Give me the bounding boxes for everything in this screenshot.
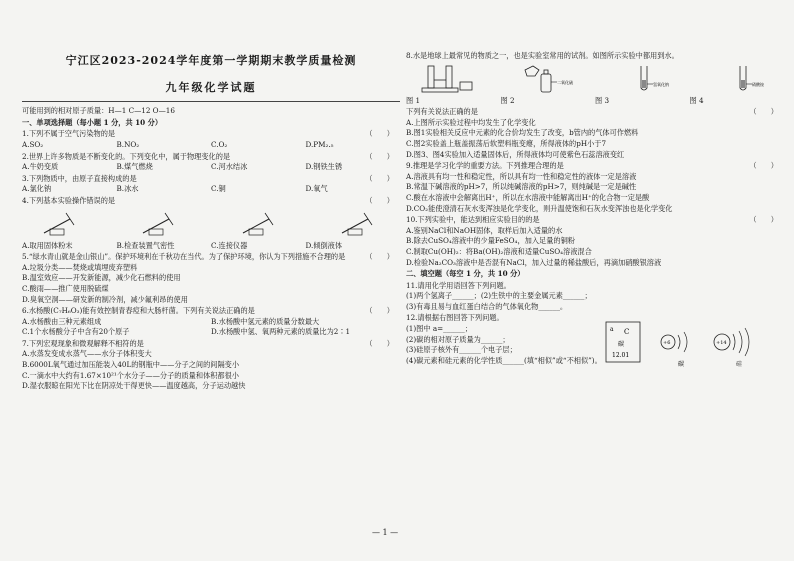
header-divider [22,101,400,102]
answer-options [22,263,400,305]
right-column [406,50,784,369]
option: B.冰水 [116,184,139,194]
option: A.取用固体粉末 [22,240,73,250]
question-text: 4.下列基本实验操作错误的是 [22,195,116,205]
option: A.鉴别NaCl和NaOH固体，取样后加入适量的水 [406,225,563,235]
question-stem [22,306,400,317]
fig3-label: 氢氧化钠 [652,81,669,87]
question-stem [22,252,400,263]
question-text: 2.世界上许多物质是不断变化的。下列变化中，属于物理变化的是 [22,151,231,161]
option: D.倾倒液体 [305,240,343,250]
exam-subtitle: 九年级化学试题 [165,80,257,94]
option: C.制取Cu(OH)₂：将Ba(OH)₂溶液和适量CuSO₄溶液混合 [406,246,592,256]
section-1-heading: 一、单项选择题（每小题 1 分，共 10 分） [22,117,163,127]
test-tube-nh4no3-figure [712,64,776,94]
q8-options [406,118,784,160]
answer-bracket: （ ） [365,151,400,161]
question-stem: 8.水是地球上最常见的物质之一，也是实验室常用的试剂。如图所示实验中都用到水。 [406,51,679,60]
figure-caption: 图 3 [595,95,610,105]
left-question-list [22,129,400,391]
fill-line: (3)有毒且易与血红蛋白结合的气体氧化物______。 [406,301,568,311]
option: A.SO₂ [22,139,44,149]
figure-caption: 图 2 [500,95,515,105]
question-stem [406,161,784,172]
question-stem: 12.请根据右图回答下列问题。 [406,313,504,323]
q12-body [406,324,784,369]
question-stem [22,174,400,185]
answer-bracket: （ ） [365,338,400,348]
spatula-tube-icon [30,209,94,239]
option: C.铜 [211,184,226,194]
option: C.一滴水中大约有1.67×10²¹个水分子——分子的质量和体积都很小 [22,370,239,380]
option: A.上图所示实验过程中均发生了化学变化 [406,117,536,127]
option: C.连接仪器 [211,240,248,250]
airtight-check-icon [129,209,193,239]
question-prompt: 下列有关说法正确的是 [406,107,478,117]
answer-bracket: （ ） [749,107,784,117]
lab-operation-figures [22,209,400,239]
option: D.钢铁生锈 [305,162,343,172]
cell-symbol: C [624,328,630,337]
q12-lines [406,324,606,366]
question-text: 10.下列实验中，能达到相应实验目的的是 [406,215,540,225]
option: B.检查装置气密性 [116,240,175,250]
answer-bracket: （ ） [365,306,400,316]
cell-number: a [610,326,614,334]
figure-caption: 图 1 [406,95,421,105]
fill-line: (1)两个氢离子______；(2)生铁中的主要金属元素______； [406,291,592,301]
option: A.垃圾分类——焚烧或填埋废弃塑料 [22,262,138,272]
question-text: 6.水杨酸(C₇H₆O₃)能有效控制青春痘和大肠杆菌。下列有关说法正确的是 [22,306,255,316]
question-stem [22,339,400,350]
atom1-label: 碳 [678,361,685,369]
option: C.O₂ [211,139,228,149]
q11-lines [406,291,784,312]
answer-bracket: （ ） [365,129,400,139]
answer-options [406,172,784,214]
answer-options [406,226,784,268]
option: B.常温下碱溶液的pH>7，所以纯碱溶液的pH>7，则纯碱是一定是碱性 [406,182,637,192]
option: D.CO₂能使澄清石灰水变浑浊是化学变化，则升温使饱和石灰水变浑浊也是化学变化 [406,203,673,213]
answer-options [22,241,400,252]
fill-line: (1)图中 a=______； [406,324,472,334]
section-2-heading: 二、填空题（每空 1 分，共 10 分） [406,269,525,279]
fig4-label: 硝酸铵 [751,81,764,87]
question-stem [22,129,400,140]
fill-line: (2)碳的相对原子质量为______； [406,334,510,344]
test-tube-naoh-figure [613,64,677,94]
option: D.PM₂.₅ [305,139,334,149]
page-number: — 1 — [372,528,399,537]
fill-line: (3)硅原子核外有______个电子层； [406,345,517,355]
atom2-nucleus: +14 [716,340,727,347]
answer-bracket: （ ） [365,252,400,262]
atom1-nucleus: +6 [663,340,671,347]
figure-caption: 图 4 [689,95,704,105]
option: A.氯化钠 [22,184,52,194]
option: D.检验Na₂CO₃溶液中是否混有NaCl，加入过量的稀盐酸后，再滴加硝酸银溶液 [406,257,662,267]
option: B.除去CuSO₄溶液中的少量FeSO₄，加入足量的铜粉 [406,236,575,246]
right-question-list [406,161,784,268]
periodic-cell-and-atom-diagrams [604,318,784,372]
option: B.煤气燃烧 [116,162,153,172]
answer-options [22,317,400,338]
answer-bracket: （ ） [749,215,784,225]
cell-mass: 12.01 [612,352,630,360]
answer-options [22,349,400,391]
question-stem [22,196,400,207]
question-text: 7.下列宏观现象和微观解释不相符的是 [22,338,144,348]
plastic-bottle-figure [513,64,577,94]
option: C.酸雨——推广使用脱硫煤 [22,283,109,293]
option: B.温室效应——开发新能源，减少化石燃料的使用 [22,273,181,283]
option: C.图2实验盖上瓶盖振荡后软塑料瓶变瘪，所得液体的pH小于7 [406,138,607,148]
answer-options [22,162,400,173]
option: C.酸在水溶液中会解离出H⁺，所以在水溶液中能解离出H⁺的化合物一定是酸 [406,192,650,202]
answer-bracket: （ ） [365,173,400,183]
option: D.氧气 [305,184,328,194]
answer-bracket: （ ） [749,161,784,171]
option: A.牛奶变质 [22,162,59,172]
option: A.水杨酸由三种元素组成 [22,316,102,326]
question-stem [406,215,784,226]
q8-figure-captions [406,96,784,107]
question-text: 1.下列不属于空气污染物的是 [22,129,116,139]
option: D.图3、图4实验加入适量固体后，所得液体均可使紫色石蕊溶液变红 [406,149,625,159]
atom2-label: 硅 [736,361,743,369]
question-text: 3.下列物质中，由原子直接构成的是 [22,173,137,183]
exam-title: 宁江区2023-2024学年度第一学期期末教学质量检测 [65,54,357,67]
question-stem [22,152,400,163]
answer-options [22,184,400,195]
pour-liquid-icon [328,209,392,239]
tube-connect-icon [229,209,293,239]
option: D.水杨酸中氢、氧两种元素的质量比为2∶1 [211,327,351,337]
option: C.河水结冰 [211,162,248,172]
option: B.水杨酸中氢元素的质量分数最大 [211,316,320,326]
atomic-masses: 可能用到的相对原子质量：H—1 C—12 O—16 [22,106,175,116]
question-text: 5.“绿水青山就是金山银山”。保护环境利在千秋功在当代。为了保护环境，你认为下列措施不合理的是 [22,252,346,262]
option: C.1个水杨酸分子中含有20个原子 [22,327,130,337]
option: D.湿衣服晾在阳光下比在阴凉处干得更快——温度越高，分子运动越快 [22,381,246,391]
fill-line: (4)碳元素和硅元素的化学性质______(填“相似”或“不相似”)。 [406,355,602,365]
question-11 [406,281,784,292]
answer-options [22,140,400,151]
option: B.NO₂ [116,139,140,149]
option: D.臭氧空洞——研发新的制冷剂，减少氟利昂的使用 [22,294,188,304]
option: B.图1实验相关反应中元素的化合价均发生了改变，b管内的气体可作燃料 [406,128,639,138]
electrolysis-apparatus-figure [414,64,478,94]
option: A.水蒸发变成水蒸气——水分子体积变大 [22,349,152,359]
fig2-label: 二氧化硫 [557,79,574,85]
question-stem: 11.请用化学用语回答下列问题。 [406,280,511,290]
question-text: 9.推理是学习化学的重要方法。下列推理合理的是 [406,161,564,171]
question-8 [406,51,784,62]
option: A.溶液具有均一性和稳定性，所以具有均一性和稳定性的液体一定是溶液 [406,171,637,181]
left-column [22,50,400,392]
q8-prompt [406,107,784,118]
q8-figures [406,64,784,94]
option: B.6000L氧气通过加压能装入40L的钢瓶中——分子之间的间隔变小 [22,360,240,370]
answer-bracket: （ ） [365,195,400,205]
cell-name: 碳 [618,341,625,349]
